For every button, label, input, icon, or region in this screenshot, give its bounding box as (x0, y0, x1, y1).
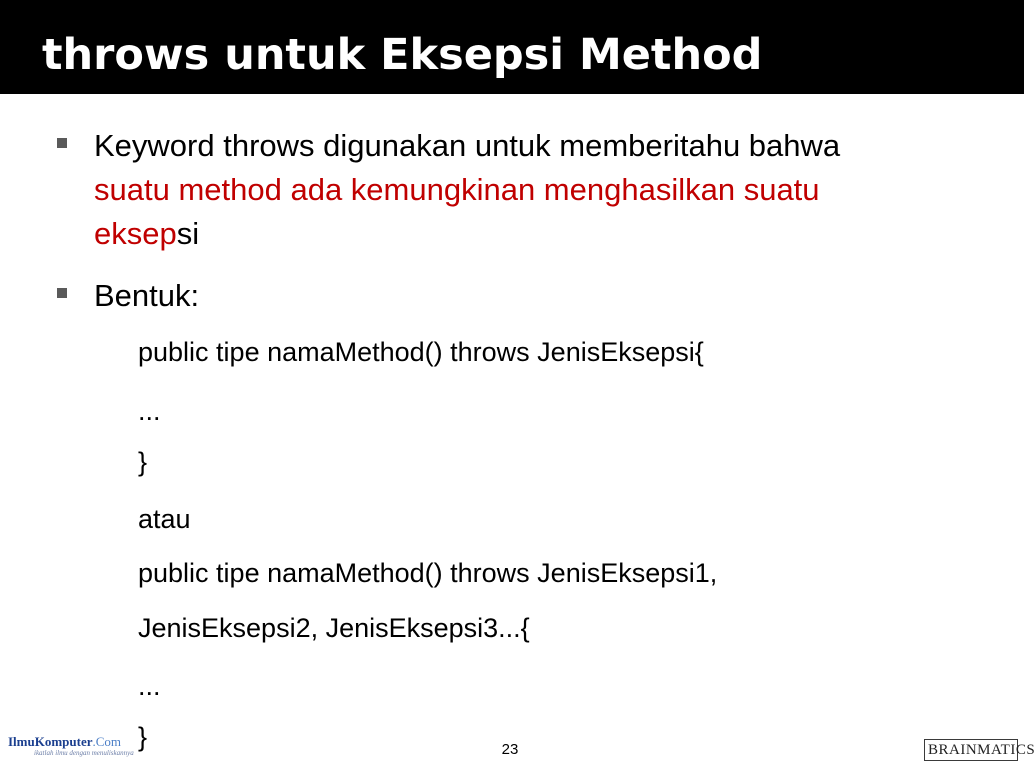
logo-main-text: IlmuKomputer (8, 734, 93, 749)
brainmatics-wordmark: BRAINMATICS (928, 742, 1035, 758)
title-bar (0, 0, 1024, 94)
square-bullet-icon (57, 138, 67, 148)
code-line: ... (138, 671, 161, 701)
logo-suffix: .Com (92, 734, 122, 749)
slide-title: throws untuk Eksepsi Method (42, 30, 763, 80)
code-line: JenisEksepsi2, JenisEksepsi3...{ (138, 613, 530, 643)
ilmukomputer-logo (4, 734, 134, 762)
bullet-text (94, 274, 914, 318)
code-line: } (138, 447, 148, 477)
square-bullet-icon (57, 288, 67, 298)
code-line: } (138, 722, 148, 752)
bullet-text-part: si (176, 216, 200, 251)
code-line: public tipe namaMethod() throws JenisEksepsi1, (138, 558, 718, 588)
code-line: ... (138, 396, 161, 426)
brainmatics-logo (924, 739, 1035, 761)
code-line: public tipe namaMethod() throws JenisEksepsi{ (138, 337, 704, 367)
bullet-text-part: Bentuk: (94, 278, 200, 313)
logo-wordmark (8, 734, 121, 750)
page-number: 23 (501, 741, 519, 758)
code-line: atau (138, 504, 191, 534)
bullet-text-part: Keyword throws digunakan untuk memberitahu bahwa (94, 128, 841, 163)
bullet-text (94, 124, 914, 256)
bullet-text-part-highlight: suatu method ada kemungkinan menghasilkan suatu eksep (94, 172, 820, 251)
logo-tagline: ikatlah ilmu dengan menuliskannya (34, 749, 134, 757)
